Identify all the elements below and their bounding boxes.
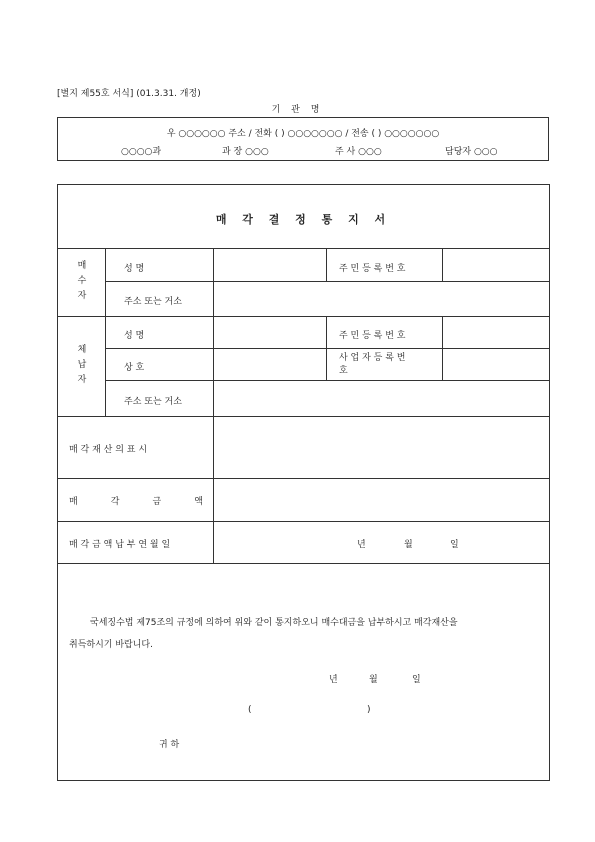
person-in-charge: 담당자 ○○○ [445, 147, 498, 157]
deadline-label: 매 각 금 액 납 부 연 월 일 [69, 540, 171, 550]
seal-close-paren: ) [367, 705, 371, 715]
property-field[interactable] [214, 417, 549, 478]
agency-name: 기 관 명 [271, 105, 324, 115]
deadline-field[interactable] [214, 522, 549, 563]
contact-line: 우 ○○○○○○ 주소 / 전화 ( ) ○○○○○○○ / 전송 ( ) ○○○○○○○ [166, 129, 440, 139]
buyer-address-field[interactable] [214, 282, 549, 316]
deadline-year: 년 [357, 540, 366, 550]
deadline-day: 일 [450, 540, 459, 550]
addressee-suffix: 귀 하 [159, 740, 180, 750]
issue-year: 년 [329, 675, 338, 685]
amount-field[interactable] [214, 479, 549, 521]
section-chief: 과 장 ○○○ [222, 147, 269, 157]
delinquent-address-label: 주소 또는 거소 [124, 397, 182, 407]
delinquent-id-label: 주 민 등 록 번 호 [339, 331, 406, 341]
buyer-section-label: 매 수 자 [77, 261, 87, 301]
buyer-address-label: 주소 또는 거소 [124, 297, 182, 307]
delinquent-name-label: 성 명 [124, 331, 145, 341]
delinquent-name-field[interactable] [214, 317, 326, 348]
delinquent-address-field[interactable] [214, 381, 549, 416]
agency-contact-box [57, 117, 549, 161]
officer: 주 사 ○○○ [335, 147, 382, 157]
trade-name-label: 상 호 [124, 363, 145, 373]
delinquent-section-label: 체 납 자 [77, 345, 87, 385]
department: ○○○○과 [121, 147, 162, 157]
biz-reg-label: 사 업 자 등 록 번 호 [339, 353, 406, 376]
amount-label: 매 각 금 액 [69, 497, 203, 507]
trade-name-field[interactable] [214, 349, 326, 380]
biz-reg-field[interactable] [443, 349, 549, 380]
notice-text-line2: 취득하시기 바랍니다. [69, 640, 153, 650]
buyer-id-label: 주 민 등 록 번 호 [339, 264, 406, 274]
form-title: 매 각 결 정 통 지 서 [215, 213, 392, 226]
deadline-month: 월 [404, 540, 413, 550]
buyer-name-field[interactable] [214, 249, 326, 281]
seal-open-paren: ( [248, 705, 252, 715]
issue-month: 월 [369, 675, 378, 685]
buyer-name-label: 성 명 [124, 264, 145, 274]
buyer-id-field[interactable] [443, 249, 549, 281]
notice-form [57, 184, 550, 781]
form-number: [별지 제55호 서식] (01.3.31. 개정) [57, 89, 201, 99]
issue-day: 일 [412, 675, 421, 685]
delinquent-id-field[interactable] [443, 317, 549, 348]
notice-text-line1: 국세징수법 제75조의 규정에 의하여 위와 같이 통지하오니 매수대금을 납부하시고 매각재산을 [90, 618, 458, 628]
property-label: 매 각 재 산 의 표 시 [69, 445, 148, 455]
